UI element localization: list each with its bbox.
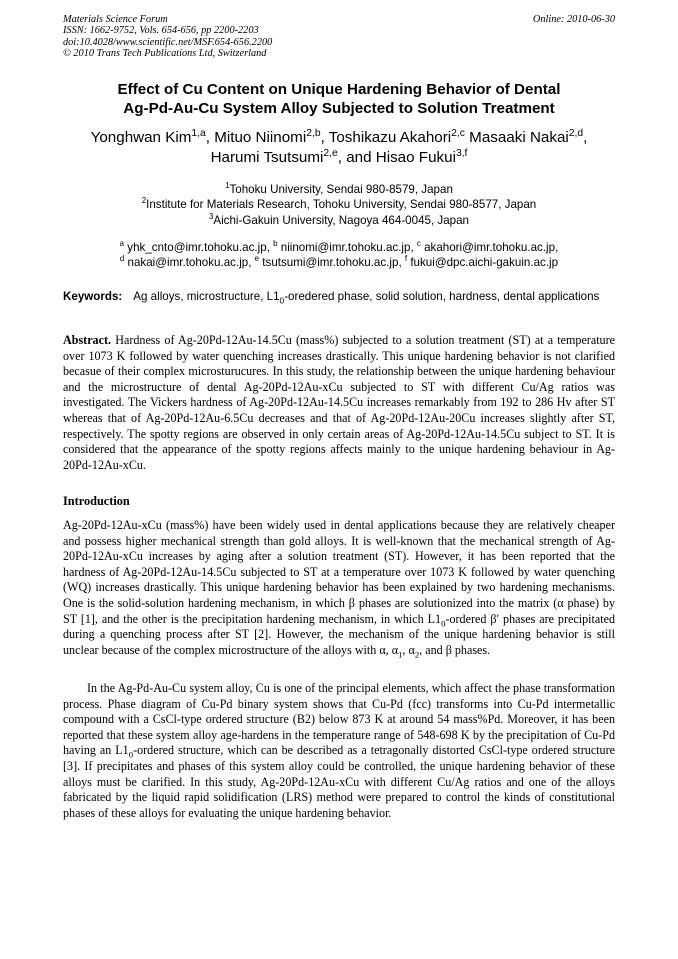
abstract-text: Hardness of Ag-20Pd-12Au-14.5Cu (mass%) subjected to a solution treatment (ST) at a temperature over 1073 K followed by water quenching increases drastically. This unique hardening behavior is not clarified becasue of their complex microsturucures. In this study, the relationship between the unique hardening behaviour and the microstructure of dental Ag-20Pd-12Au-xCu subjected to ST with different Cu/Ag ratios was investigated. The Vickers hardness of Ag-20Pd-12Au-14.5Cu increases remarkably from 192 to 286 Hv after ST whereas that of Ag-20Pd-12Au-6.5Cu decreases and that of Ag-20Pd-12Au-20Cu increases slightly after ST, respectively. The spotty regions are observed in only certain areas of Ag-20Pd-12Au-14.5Cu subject to ST. It is considered that the appearance of the spotty regions affects mainly to the unique hardening behaviour in Ag-20Pd-12Au-xCu. bbox=[63, 333, 616, 472]
keywords-part: -oredered phase, solid solution, hardness, dental applications bbox=[284, 290, 600, 303]
keywords-text bbox=[133, 290, 599, 305]
affiliation-text: Aichi-Gakuin University, Nagoya 464-0045, Japan bbox=[213, 213, 470, 227]
text-run: Ag-20Pd-12Au-xCu (mass%) have been widely used in dental applications because they are relatively cheaper and possess higher mechanical strength than gold alloys. It is well-known that the mechanical strength of Ag-20Pd-12Au-xCu increases by aging after a solution treatment (ST). However, it has been reported that the hardness of Ag-20Pd-12Au-14.5Cu subjected to ST at a temperature over 1073 K followed by water quenching (WQ) increases drastically. This unique hardening behavior has been explained by two hardening mechanisms. One is the solid-solution hardening mechanism, in which β phases are solutionized into the matrix (α phase) by ST [1], and the other is the precipitation hardening mechanism, in which L1 bbox=[63, 518, 615, 626]
keywords-part: Ag alloys, microstructure, L1 bbox=[133, 290, 280, 303]
author-affil: 2,e bbox=[323, 147, 338, 159]
author-affil: 2,c bbox=[451, 127, 465, 139]
email-link[interactable]: tsutsumi@imr.tohoku.ac.jp bbox=[262, 256, 399, 270]
affiliation-text: Institute for Materials Research, Tohoku University, Sendai 980-8577, Japan bbox=[146, 198, 537, 212]
author-name: Toshikazu Akahori bbox=[328, 129, 452, 146]
title-line-1: Effect of Cu Content on Unique Hardening Behavior of Dental bbox=[117, 81, 561, 98]
abstract bbox=[63, 333, 615, 473]
author-and: , and bbox=[337, 149, 376, 166]
affiliation bbox=[40, 182, 638, 197]
keywords-subscript: 0 bbox=[279, 295, 285, 306]
text-run: In the Ag-Pd-Au-Cu system alloy, Cu is one of the principal elements, which affect the phase transformation process. Phase diagram of Cu-Pd binary system shows that Cu-Pd (fcc) transforms into Cu-Pd intermetallic compound with a CsCl-type ordered structure (B2) below 873 K at around 54 mass%Pd. Moreover, it has been reported that these system alloy age-hardens in the temperature range of 548-698 K by the precipitation of Cu-Pd having an L1 bbox=[63, 681, 615, 758]
keywords-label: Keywords: bbox=[63, 290, 123, 303]
intro-paragraph-1 bbox=[63, 518, 615, 658]
text-run: , α bbox=[402, 642, 415, 657]
email-marker: a bbox=[119, 239, 125, 249]
subscript: 0 bbox=[441, 617, 446, 628]
author-name: Yonghwan Kim bbox=[90, 129, 192, 146]
affiliation-marker: 2 bbox=[141, 196, 147, 206]
email-link[interactable]: fukui@dpc.aichi-gakuin.ac.jp bbox=[410, 256, 559, 270]
text-run: , and β phases. bbox=[419, 642, 491, 657]
author-list bbox=[40, 128, 638, 168]
journal-name: Materials Science Forum bbox=[63, 14, 168, 25]
email-marker: f bbox=[404, 254, 408, 264]
email-marker: d bbox=[119, 254, 125, 264]
copyright: © 2010 Trans Tech Publications Ltd, Switzerland bbox=[63, 48, 267, 60]
journal-header bbox=[63, 14, 272, 60]
affiliation-marker: 3 bbox=[208, 211, 214, 221]
section-heading: Introduction bbox=[63, 494, 130, 508]
email-link[interactable]: niinomi@imr.tohoku.ac.jp bbox=[280, 241, 411, 254]
keywords bbox=[63, 290, 613, 305]
title-line-2: Ag-Pd-Au-Cu System Alloy Subjected to Solution Treatment bbox=[123, 100, 555, 117]
author-name: Mituo Niinomi bbox=[214, 129, 307, 146]
author-affil: 2,d bbox=[568, 127, 584, 139]
email-link[interactable]: akahori@imr.tohoku.ac.jp bbox=[424, 241, 556, 254]
author-affil: 3,f bbox=[455, 147, 468, 159]
author-name: Hisao Fukui bbox=[375, 149, 456, 166]
email-marker: b bbox=[273, 239, 278, 249]
text-run: -ordered β′ phases are precipitated during a quenching process after ST [2]. However, the mechanism of the unique hardening behavior is still unclear because of the complex microstructure of the alloys with α, α bbox=[63, 611, 615, 657]
author-affil: 1,a bbox=[191, 127, 206, 139]
author-affil: 2,b bbox=[306, 127, 321, 139]
email-link[interactable]: yhk_cnto@imr.tohoku.ac.jp bbox=[127, 241, 267, 254]
affiliation bbox=[40, 197, 638, 212]
affiliation-marker: 1 bbox=[225, 181, 230, 191]
email-list bbox=[40, 240, 638, 271]
email-line-2: $^d$ nakai@imr.tohoku.ac.jp, $^e$ tsutsumi@imr.tohoku.ac.jp, $^f$ fukui@dpc.aichi-gakuin.ac.jp bbox=[119, 254, 559, 270]
author-line-1: Yonghwan Kim$^{1,a}$, Mituo Niinomi$^{2,b}$, Toshikazu Akahori$^{2,c}$ Masaaki Nakai$^{2,d}$, bbox=[90, 127, 588, 146]
email-line-1: $^a$ yhk_cnto@imr.tohoku.ac.jp, $^b$ niinomi@imr.tohoku.ac.jp, $^c$ akahori@imr.tohoku.ac.jp, bbox=[119, 239, 559, 254]
paper-title bbox=[40, 80, 638, 118]
email-marker: e bbox=[254, 254, 260, 264]
text-run: -ordered structure, which can be described as a tetragonally distorted CsCl-type ordered structure [3]. If precipitates and phases of this system alloy could be controlled, the unique hardening behavior of these alloys must be clarified. In this study, Ag-20Pd-12Au-xCu with different Cu/Ag ratios and one of the alloys fabricated by the liquid rapid solidification (LRS) method were prepared to control the kinds of constitutional phases of these alloys for evaluating the unique hardening behavior. bbox=[63, 743, 615, 820]
email-marker: c bbox=[416, 239, 421, 249]
subscript: 0 bbox=[128, 749, 134, 760]
author-sep: , bbox=[205, 129, 215, 146]
email-link[interactable]: nakai@imr.tohoku.ac.jp bbox=[127, 256, 249, 270]
affiliation bbox=[40, 213, 638, 228]
online-date: Online: 2010-06-30 bbox=[532, 14, 615, 25]
affiliation-list bbox=[40, 182, 638, 228]
subscript: 1 bbox=[398, 649, 403, 660]
intro-paragraph-2 bbox=[63, 681, 615, 821]
author-name: Harumi Tsutsumi bbox=[210, 149, 324, 166]
issn: ISSN: 1662-9752, Vols. 654-656, pp 2200-2203 bbox=[63, 25, 259, 37]
abstract-label: Abstract. bbox=[63, 333, 112, 347]
author-line-2 bbox=[40, 148, 638, 168]
affiliation-text: Tohoku University, Sendai 980-8579, Japan bbox=[229, 183, 453, 196]
subscript: 2 bbox=[414, 649, 420, 660]
author-name: Masaaki Nakai bbox=[469, 129, 569, 146]
author-sep: , bbox=[320, 129, 329, 146]
doi: doi:10.4028/www.scientific.net/MSF.654-656.2200 bbox=[63, 36, 273, 48]
